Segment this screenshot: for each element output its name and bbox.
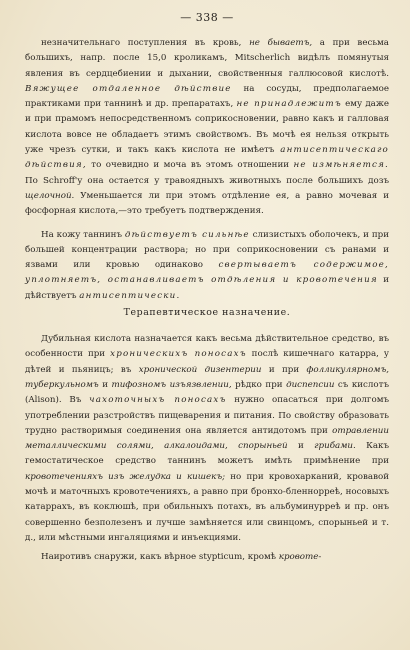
paragraph-2 xyxy=(25,228,389,304)
emphasis-text: не принадлежитъ xyxy=(236,99,342,110)
body-text: Наиротивъ снаружи, какъ вѣрное stypticum, кромѣ xyxy=(41,552,279,563)
page-number: — 338 — xyxy=(180,11,234,24)
emphasis-text: антисептически. xyxy=(79,290,181,301)
emphasis-text: кровотеченияхъ изъ желудка и кишекъ; xyxy=(25,471,226,482)
body-text: и при xyxy=(261,364,307,375)
emphasis-text: хроническихъ поносахъ xyxy=(110,349,247,360)
paragraph-3 xyxy=(25,332,389,546)
body-text: но при кровохарканий, кровавой мочѣ и маточныхъ кровотеченияхъ, а равно при бронхо-бленнорреѣ, носовыхъ катаррахъ, въ коклюшѣ, при обильныхъ потахъ, въ альбуминурреѣ и пр. онъ совершенно безполезенъ и лучше замѣняется или свинцомъ, спорыньей и т. д., или мѣстными ингаляциями и инъекциями. xyxy=(25,471,389,543)
body-text: послѣ кишечнаго катарра, у дѣтей и пьяницъ; въ xyxy=(25,349,389,375)
emphasis-text: отравлении металлическими солями, алкалоидами, спорыньей xyxy=(25,425,389,452)
section-heading: Терапевтическое назначение. xyxy=(123,307,291,319)
body-text: слизистыхъ оболочекъ, и при большей концентрации раствора; но при соприкосновении съ ранами и язвами или кровью одинаково xyxy=(25,229,389,271)
body-text: и xyxy=(98,379,112,390)
paragraph-1 xyxy=(25,36,389,220)
emphasis-text: хронической дизентерии xyxy=(138,364,262,375)
body-text: ему даже и при прамомъ непосредственномъ соприкосновении, равно какъ и галловая кислота вовсе не обладаетъ этимъ свойствомъ. Въ мочѣ ея нельзя открыть уже чрезъ сутки, и такъ какъ кислота не имѣетъ xyxy=(25,99,389,156)
emphasis-text: кровоте- xyxy=(278,552,322,563)
emphasis-text: не бываетъ, xyxy=(249,38,313,48)
paragraph-4 xyxy=(25,550,389,565)
body-text: незначительнаго поступления въ кровь, xyxy=(41,38,250,48)
body-text: на сосуды, предполагаемое практиками при таннинѣ и др. препаратахъ, xyxy=(25,83,389,110)
emphasis-text: Вяжущее отдаленное дѣйствие xyxy=(25,83,232,94)
emphasis-text: антисептическаго дѣйствия, xyxy=(25,145,389,171)
body-text: и дѣйствуетъ xyxy=(25,275,389,301)
emphasis-text: щелочной. xyxy=(25,190,75,201)
emphasis-text: фолликулярномъ, туберкульномъ xyxy=(25,364,390,390)
body-text: рѣдко при xyxy=(231,379,287,390)
body-text: съ кислотъ (Alison). Въ xyxy=(25,379,389,406)
emphasis-text: диспепсии xyxy=(286,379,335,390)
emphasis-text: тифозномъ изъязвлении, xyxy=(111,379,232,390)
emphasis-text: свертываетъ содержимое, уплотняетъ, останавливаетъ отдѣления и кровотечения xyxy=(25,260,389,286)
body-text: Какъ гемостатическое средство таннинъ можетъ имѣть примѣнение при xyxy=(25,441,389,467)
body-text: нужно опасаться при долгомъ употреблении разстройствъ пищеварения и питания. По свойству образовать трудно растворимыя соединения она является антидотомъ при xyxy=(25,395,389,436)
emphasis-text: дѣйствуетъ сильнѣе xyxy=(124,229,250,240)
body-text: а при весьма большихъ, напр. после 15,0 кроликамъ, Mitscherlich видѣлъ помянутыя явления въ сердцебиении и дыхании, свойственныя галлюсовой кислотѣ. xyxy=(25,38,389,79)
body-text: На кожу таннинъ xyxy=(41,229,125,240)
body-text: Дубильная кислота назначается какъ весьма дѣйствительное средство, въ особенности при xyxy=(25,334,389,360)
body-text: то очевидно и моча въ этомъ отношении xyxy=(86,160,294,171)
emphasis-text: чахоточныхъ поносахъ xyxy=(89,395,227,406)
emphasis-text: не измѣняется. xyxy=(293,160,389,171)
body-text: и xyxy=(287,441,315,452)
body-text: По Schroff'y она остается у травоядныхъ животныхъ после большихъ дозъ xyxy=(25,175,389,186)
body-text: Уменьшается ли при этомъ отдѣление ея, а равно мочевая и фосфорная кислота,—это требуетъ подтверждения. xyxy=(25,190,389,217)
emphasis-text: грибами. xyxy=(314,441,356,452)
